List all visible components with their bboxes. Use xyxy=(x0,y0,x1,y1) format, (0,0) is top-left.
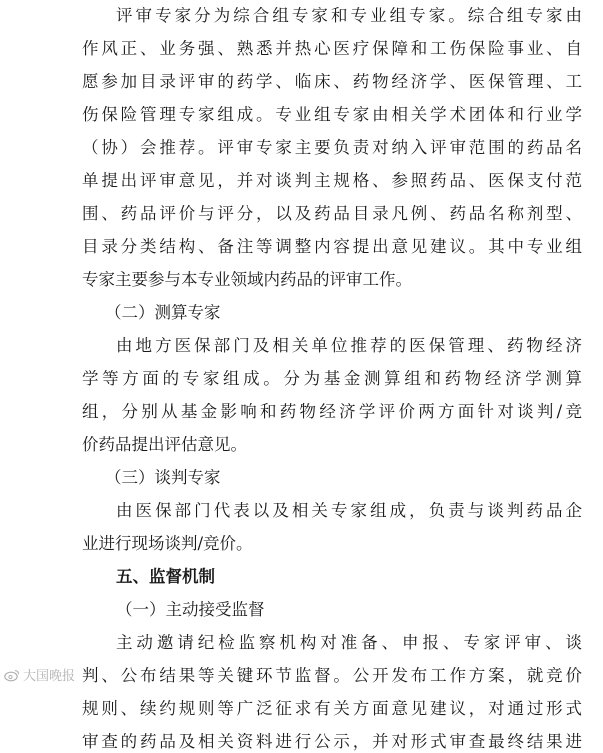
section-heading-accept-supervision: （一）主动接受监督 xyxy=(116,600,265,619)
watermark-text: 大国晚报 xyxy=(23,669,76,684)
paragraph-line: 价药品提出评估意见。 xyxy=(82,435,247,454)
paragraph-line: 专家主要参与本专业领域内药品的评审工作。 xyxy=(82,270,412,289)
paragraph-line: 主动邀请纪检监察机构对准备、申报、专家评审、谈 xyxy=(116,633,582,652)
paragraph-line: （协）会推荐。评审专家主要负责对纳入评审范围的药品名 xyxy=(82,138,582,157)
weibo-logo-icon xyxy=(4,668,20,682)
section-heading-negotiation-experts: （三）谈判专家 xyxy=(105,468,221,487)
paragraph-line: 学等方面的专家组成。分为基金测算组和药物经济学测算 xyxy=(82,369,582,388)
paragraph-line: 围、药品评价与评分，以及药品目录凡例、药品名称剂型、 xyxy=(82,204,582,223)
chapter-heading-supervision: 五、监督机制 xyxy=(116,567,215,586)
paragraph-line: 作风正、业务强、熟悉并热心医疗保障和工伤保险事业、自 xyxy=(82,39,582,58)
paragraph-line: 伤保险管理专家组成。专业组专家由相关学术团体和行业学 xyxy=(82,105,582,124)
paragraph-line: 组，分别从基金影响和药物经济学评价两方面针对谈判/竞 xyxy=(82,402,582,421)
paragraph-line: 由地方医保部门及相关单位推荐的医保管理、药物经济 xyxy=(116,336,582,355)
paragraph-line: 规则、续约规则等广泛征求有关方面意见建议，对通过形式 xyxy=(82,699,582,718)
paragraph-line: 业进行现场谈判/竞价。 xyxy=(82,534,253,553)
section-heading-testing-experts: （二）测算专家 xyxy=(105,303,221,322)
paragraph-line: 由医保部门代表以及相关专家组成，负责与谈判药品企 xyxy=(116,501,582,520)
paragraph-line: 评审专家分为综合组专家和专业组专家。综合组专家由 xyxy=(116,6,582,25)
paragraph-line: 审查的药品及相关资料进行公示，并对形式审查最终结果进 xyxy=(82,732,582,751)
paragraph-line: 目录分类结构、备注等调整内容提出意见建议。其中专业组 xyxy=(82,237,582,256)
watermark xyxy=(4,665,75,684)
paragraph-line: 判、公布结果等关键环节监督。公开发布工作方案，就竞价 xyxy=(82,666,582,685)
paragraph-line: 单提出评审意见，并对谈判主规格、参照药品、医保支付范 xyxy=(82,171,582,190)
paragraph-line: 愿参加目录评审的药学、临床、药物经济学、医保管理、工 xyxy=(82,72,582,91)
